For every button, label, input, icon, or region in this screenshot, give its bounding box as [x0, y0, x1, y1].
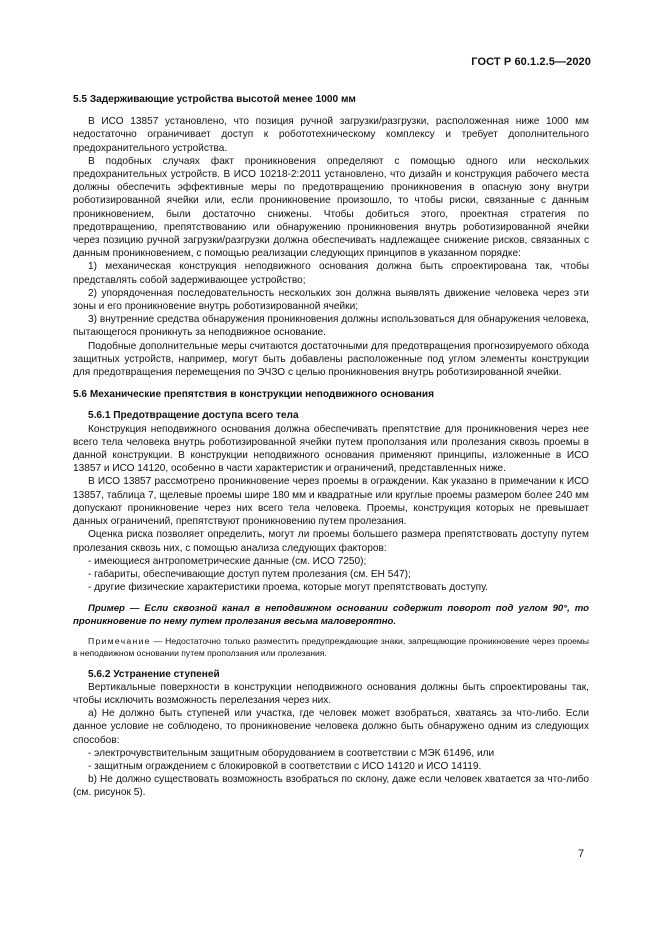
- section-5-6-2-paragraph-3: b) Не должно существовать возможность взобраться по склону, даже если человек хватается за что-либо (см. рисунок 5).: [73, 774, 589, 799]
- note-label: Примечание: [88, 636, 151, 647]
- section-5-6-2-bullet-1: - электрочувствительным защитным оборудованием в соответствии с МЭК 61496, или: [88, 747, 495, 759]
- note-text: — Недостаточно только разместить предупреждающие знаки, запрещающие проникновение через проемы в неподвижном основании путем проползания или пролезания.: [73, 636, 589, 658]
- section-5-5-title: 5.5 Задерживающие устройства высотой менее 1000 мм: [73, 94, 356, 105]
- section-5-6-2-bullet-2: - защитным ограждением с блокировкой в соответствии с ИСО 14120 и ИСО 14119.: [88, 760, 482, 772]
- note-paragraph: [73, 636, 589, 659]
- section-5-6-1-bullet-3: - другие физические характеристики проема, которые могут препятствовать доступу.: [88, 582, 488, 594]
- section-5-6-2-paragraph-1: Вертикальные поверхности в конструкции неподвижного основания должны быть спроектированы так, чтобы исключить возможность перелезания через них.: [73, 681, 589, 706]
- section-5-6-title: 5.6 Механические препятствия в конструкции неподвижного основания: [73, 389, 434, 401]
- section-5-6-1-paragraph-2: В ИСО 13857 рассмотрено проникновение через проемы в ограждении. Как указано в примечании к ИСО 13857, таблица 7, щелевые проемы шире 180 мм и квадратные или круглые проемы размером более 240 мм допускают проникновение через них всего тела человека. Проемы, конструкция которых не превышает данных ограничений, препятствуют проникновению путем пролезания.: [73, 476, 589, 528]
- section-5-6-1-title: 5.6.1 Предотвращение доступа всего тела: [88, 410, 299, 422]
- section-5-5-paragraph-2: В подобных случаях факт проникновения определяют с помощью одного или нескольких предохранительных устройств. В ИСО 10218-2:2011 установлено, что дизайн и конструкция рабочего места должны обеспечить эффективные меры по предотвращению проникновения в опасную зону внутри роботизированной ячейки или, если проникновение произошло, то чтобы риски, связанные с данным проникновением, были достаточно снижены. Чтобы добиться этого, проектная стратегия по предотвращению, препятствованию или обнаружению проникновения внутрь роботизированной ячейки через позицию ручной загрузки/разгрузки должна обеспечивать надлежащее снижение рисков, связанных с данным проникновением, с помощью реализации следующих принципов в указанном порядке:: [73, 155, 589, 260]
- section-5-6-1-paragraph-1: Конструкция неподвижного основания должна обеспечивать препятствие для проникновения через нее всего тела человека внутрь роботизированной ячейки путем проползания или пролезания сквозь проемы в данной конструкции. В конструкции неподвижного основания применяют принципы, изложенные в ИСО 13857 и ИСО 14120, особенно в части характеристик и ограничений, представленных ниже.: [73, 423, 589, 475]
- section-5-5-item-2: 2) упорядоченная последовательность нескольких зон должна выявлять движение человека через эти зоны и его проникновение внутрь роботизированной ячейки;: [73, 287, 589, 313]
- section-5-6-1-bullet-1: - имеющиеся антропометрические данные (см. ИСО 7250);: [88, 555, 367, 567]
- example-text: Пример — Если сквозной канал в неподвижном основании содержит поворот под углом 90°, то проникновение по нему путем пролезания весьма маловероятно.: [73, 603, 589, 628]
- section-5-6-1-bullet-2: - габариты, обеспечивающие доступ путем пролезания (см. ЕН 547);: [88, 568, 411, 580]
- section-5-6-2-paragraph-2: а) Не должно быть ступеней или участка, где человек может взобраться, хватаясь за что-либо. Если данное условие не соблюдено, то проникновение человека должно быть обнаружено одним из следующих способов:: [73, 708, 589, 746]
- section-5-5-paragraph-1: В ИСО 13857 установлено, что позиция ручной загрузки/разгрузки, расположенная ниже 1000 мм недостаточно ограничивает доступ к робототехническому комплексу и требует дополнительного предохранительного устройства.: [73, 116, 589, 154]
- section-5-5-item-1: 1) механическая конструкция неподвижного основания должна быть спроектирована так, чтобы представлять собой задерживающее устройство;: [73, 261, 589, 286]
- section-5-6-1-paragraph-3: Оценка риска позволяет определить, могут ли проемы большего размера препятствовать доступу путем пролезания сквозь них, с помощью анализа следующих факторов:: [73, 529, 589, 554]
- section-5-6-2-title: 5.6.2 Устранение ступеней: [88, 668, 220, 680]
- document-code: ГОСТ Р 60.1.2.5—2020: [471, 56, 591, 68]
- page-number: 7: [578, 848, 585, 860]
- section-5-5-paragraph-3: Подобные дополнительные меры считаются достаточными для предотвращения прогнозируемого обхода защитных устройств, например, могут быть добавлены расположенные под углом элементы конструкции для предотвращения перемещения по ЭЧЗО с целью проникновения внутрь роботизированной ячейки.: [73, 340, 589, 379]
- section-5-5-item-3: 3) внутренние средства обнаружения проникновения должны использоваться для обнаружения человека, пытающегося проникнуть за неподвижное основание.: [73, 314, 589, 339]
- page-content: [73, 93, 589, 800]
